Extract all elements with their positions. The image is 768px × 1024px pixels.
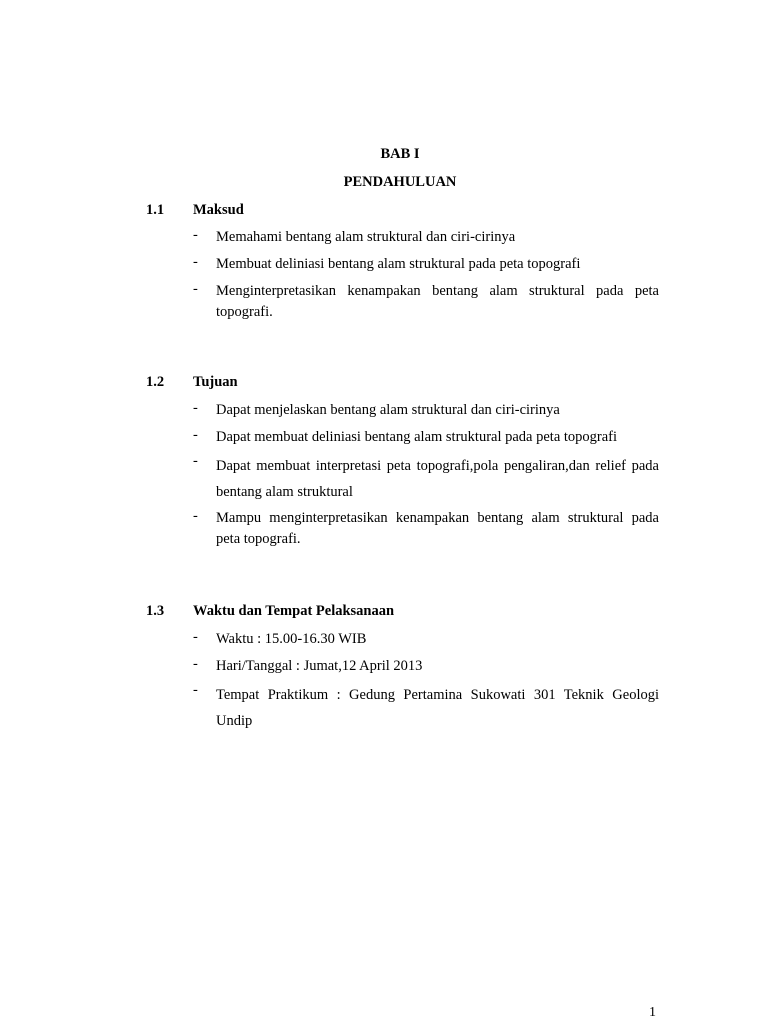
list-item	[193, 281, 659, 323]
list-marker: -	[193, 254, 198, 270]
list-item	[193, 400, 659, 421]
list-item-text: Membuat deliniasi bentang alam struktural pada peta topografi	[216, 256, 581, 272]
list-item	[193, 427, 659, 448]
list-item-text: Dapat menjelaskan bentang alam struktural dan ciri-cirinya	[216, 402, 560, 418]
list-marker: -	[193, 427, 198, 443]
list-item	[193, 629, 659, 650]
list-item	[193, 254, 659, 275]
list-marker: -	[193, 682, 198, 698]
list-marker: -	[193, 508, 198, 524]
list-marker: -	[193, 400, 198, 416]
list-item	[193, 227, 659, 248]
section-title: Maksud	[193, 202, 244, 218]
list-item-text: Menginterpretasikan kenampakan bentang alam struktural pada peta topografi.	[216, 283, 659, 320]
list-marker: -	[193, 453, 198, 469]
section-number: 1.1	[146, 202, 165, 218]
list-item-text: Hari/Tanggal : Jumat,12 April 2013	[216, 658, 423, 674]
list-marker: -	[193, 227, 198, 243]
list-item-text: Memahami bentang alam struktural dan ciri-cirinya	[216, 229, 516, 245]
section-number: 1.2	[146, 374, 165, 390]
list-item-text: Tempat Praktikum : Gedung Pertamina Sukowati 301 Teknik Geologi Undip	[216, 687, 659, 729]
list-item-text: Waktu : 15.00-16.30 WIB	[216, 631, 367, 647]
chapter-number: BAB I	[380, 146, 420, 162]
page-number: 1	[649, 1005, 656, 1020]
list-item	[193, 682, 659, 734]
chapter-title: PENDAHULUAN	[343, 174, 457, 190]
list-item	[193, 656, 659, 677]
section-title: Tujuan	[193, 374, 238, 390]
list-marker: -	[193, 629, 198, 645]
list-marker: -	[193, 656, 198, 672]
list-item	[193, 508, 659, 550]
list-item-text: Dapat membuat interpretasi peta topografi,pola pengaliran,dan relief pada bentang alam struktural	[216, 458, 659, 500]
list-item-text: Mampu menginterpretasikan kenampakan bentang alam struktural pada peta topografi.	[216, 510, 659, 547]
section-title: Waktu dan Tempat Pelaksanaan	[193, 603, 395, 619]
list-item	[193, 453, 659, 505]
list-marker: -	[193, 281, 198, 297]
list-item-text: Dapat membuat deliniasi bentang alam struktural pada peta topografi	[216, 429, 618, 445]
section-number: 1.3	[146, 603, 165, 619]
